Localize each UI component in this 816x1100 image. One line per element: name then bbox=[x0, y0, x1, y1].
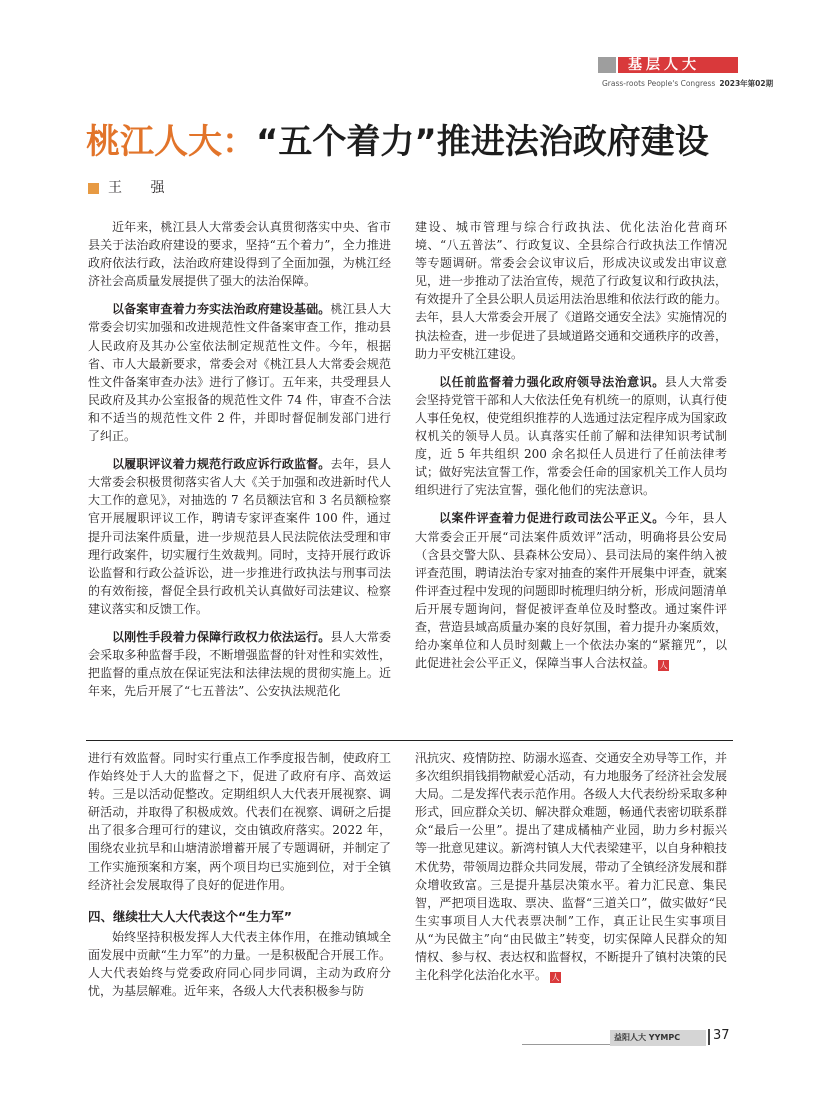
paragraph: 近年来，桃江县人大常委会认真贯彻落实中央、省市县关于法治政府建设的要求，坚持“五个着力”，全力推进政府依法行政，法治政府建设得到了全面加强，为桃江经济社会高质量发展提供了强大的法治保障。 bbox=[88, 220, 391, 289]
magazine-subtitle-en: Grass-roots People's Congress bbox=[602, 79, 716, 88]
footer-magazine: 益阳人大 YYMPC bbox=[614, 1033, 681, 1042]
page-number: 37 bbox=[713, 1028, 730, 1043]
magazine-title: 基层人大 bbox=[628, 57, 700, 73]
author-marker bbox=[88, 183, 99, 194]
paragraph-lead: 以任前监督着力强化政府领导法治意识。 bbox=[439, 374, 665, 389]
end-mark-icon: 人 bbox=[659, 661, 668, 671]
paragraph-body: 县人大常委会坚持党管干部和人大依法任免有机统一的原则，认真行使人事任免权，使党组织推荐的人选通过法定程序成为国家政权机关的领导人员。认真落实任前了解和法律知识考试制度，近 5 年共组织 200 余名拟任人员进行了任前法律考试；做好宪法宣誓工作，常委会任命的国家机关工作人员均组织进行了宪法宣誓，强化他们的宪法意识。 bbox=[415, 374, 728, 498]
paragraph bbox=[88, 628, 391, 700]
paragraph-lead: 以履职评议着力规范行政应诉行政监督。 bbox=[112, 457, 331, 472]
paragraph-lead: 以备案审查着力夯实法治政府建设基础。 bbox=[112, 302, 331, 317]
paragraph-body: 桃江县人大常委会切实加强和改进规范性文件备案审查工作，推动县人民政府及其办公室依法制定规范性文件。今年，根据省、市人大最新要求，常委会对《桃江县人大常委会规范性文件备案审查办法》进行了修订。五年来，共受理县人民政府及其办公室报备的规范性文件 74 件，审查不合法和不适当的规范性文件 2 件，并即时督促制发部门进行了纠正。 bbox=[88, 302, 391, 444]
author-name: 王 强 bbox=[108, 180, 177, 196]
paragraph: 建设、城市管理与综合行政执法、优化法治化营商环境、“八五普法”、行政复议、全县综合行政执法工作情况等专题调研。常委会会议审议后，形成决议或发出审议意见，进一步推动了法治宣传，规范了行政复议和行政执法，有效提升了全县公职人员运用法治思维和依法行政的能力。去年，县人大常委会开展了《道路交通安全法》实施情况的执法检查，进一步促进了县域道路交通和交通秩序的改善，助力平安桃江建设。 bbox=[415, 220, 728, 361]
paragraph-lead: 以刚性手段着力保障行政权力依法运行。 bbox=[112, 629, 331, 644]
column-4 bbox=[415, 749, 727, 984]
paragraph: 始终坚持积极发挥人大代表主体作用，在推动镇域全面发展中贡献“生力军”的力量。一是积极配合开展工作。人大代表始终与党委政府同心同步同调，主动为政府分忧，为基层解难。近年来，各级人大代表积极参与防 bbox=[88, 929, 391, 999]
column-1 bbox=[88, 218, 391, 700]
paragraph bbox=[88, 455, 391, 618]
paragraph-body: 县人大常委会采取多种监督手段，不断增强监督的针对性和实效性，把监督的重点放在保证宪法和法律法规的贯彻实施上。近年来，先后开展了“七五普法”、公安执法规范化 bbox=[88, 629, 391, 699]
article-title bbox=[86, 120, 709, 164]
paragraph bbox=[88, 300, 391, 445]
paragraph-body: 汛抗灾、疫情防控、防溺水巡查、交通安全劝导等工作，并多次组织捐钱捐物献爱心活动，有力地服务了经济社会发展大局。二是发挥代表示范作用。各级人大代表纷纷采取多种形式，回应群众关切、解决群众难题，畅通代表密切联系群众“最后一公里”。提出了建成橘柚产业园，助力乡村振兴等一批意见建议。新湾村镇人大代表梁建平，以自身种粮技术优势，带领周边群众共同发展，带动了全镇经济发展和群众增收致富。三是提升基层决策水平。着力汇民意、集民智，严把项目选取、票决、监督“三道关口”，做实做好“民生实事项目人大代表票决制”工作，真正让民生实事项目从“为民做主”向“由民做主”转变，切实保障人民群众的知情权、参与权、表达权和监督权，不断提升了镇村决策的民主化科学化法治化水平。 bbox=[415, 751, 728, 983]
paragraph: 进行有效监督。同时实行重点工作季度报告制，使政府工作始终处于人大的监督之下，促进了政府有序、高效运转。三是以活动促整改。定期组织人大代表开展视察、调研活动，并取得了积极成效。代表们在视察、调研之后提出了很多合理可行的建议，交由镇政府落实。2022 年，围绕农业抗旱和山塘清淤增蓄开展了专题调研，并制定了工作实施预案和方案，两个项目均已实施到位，对于全镇经济社会发展取得了良好的促进作用。 bbox=[88, 751, 391, 892]
column-3 bbox=[88, 749, 391, 1000]
article-title-part2: “五个着力”推进法治政府建设 bbox=[256, 122, 709, 162]
column-2 bbox=[415, 218, 727, 672]
section-divider bbox=[86, 740, 733, 741]
issue-line bbox=[602, 79, 773, 89]
footer-separator bbox=[708, 1029, 710, 1045]
article-title-part1: 桃江人大： bbox=[86, 122, 256, 162]
header-grey-block bbox=[598, 57, 616, 73]
paragraph bbox=[415, 373, 727, 500]
paragraph-lead: 以案件评查着力促进行政司法公平正义。 bbox=[439, 511, 665, 526]
issue-number: 2023年第02期 bbox=[719, 79, 774, 88]
section-heading: 四、继续壮大人大代表这个“生力军” bbox=[88, 908, 292, 924]
paragraph-body: 去年，县人大常委会积极贯彻落实省人大《关于加强和改进新时代人大工作的意见》，对抽选的 7 名员额法官和 3 名员额检察官开展履职评议工作，聘请专家评查案件 100 件，通过提升司法案件质量，进一步规范县人民法院依法受理和审理行政案件，切实履行生效裁判。同时，支持开展行政诉讼监督和行政公益诉讼，进一步推进行政执法与刑事司法的有效衔接，督促全县行政机关认真做好司法建议、检察建议落实和反馈工作。 bbox=[88, 457, 391, 616]
paragraph bbox=[415, 509, 727, 672]
paragraph-body: 今年，县人大常委会正开展“司法案件质效评”活动，明确将县公安局（含县交警大队、县森林公安局）、县司法局的案件纳入被评查范围，聘请法治专家对抽查的案件开展集中评查，就案件评查过程中发现的问题即时梳理归纳分析，形成问题清单后开展专题询问，督促被评查单位及时整改。通过案件评查，营造县域高质量办案的良好氛围，着力提升办案质效，给办案单位和人员时刻戴上一个依法办案的“紧箍咒”，以此促进社会公平正义，保障当事人合法权益。 bbox=[415, 511, 728, 671]
paragraph bbox=[415, 749, 727, 984]
end-mark-icon: 人 bbox=[551, 973, 560, 983]
